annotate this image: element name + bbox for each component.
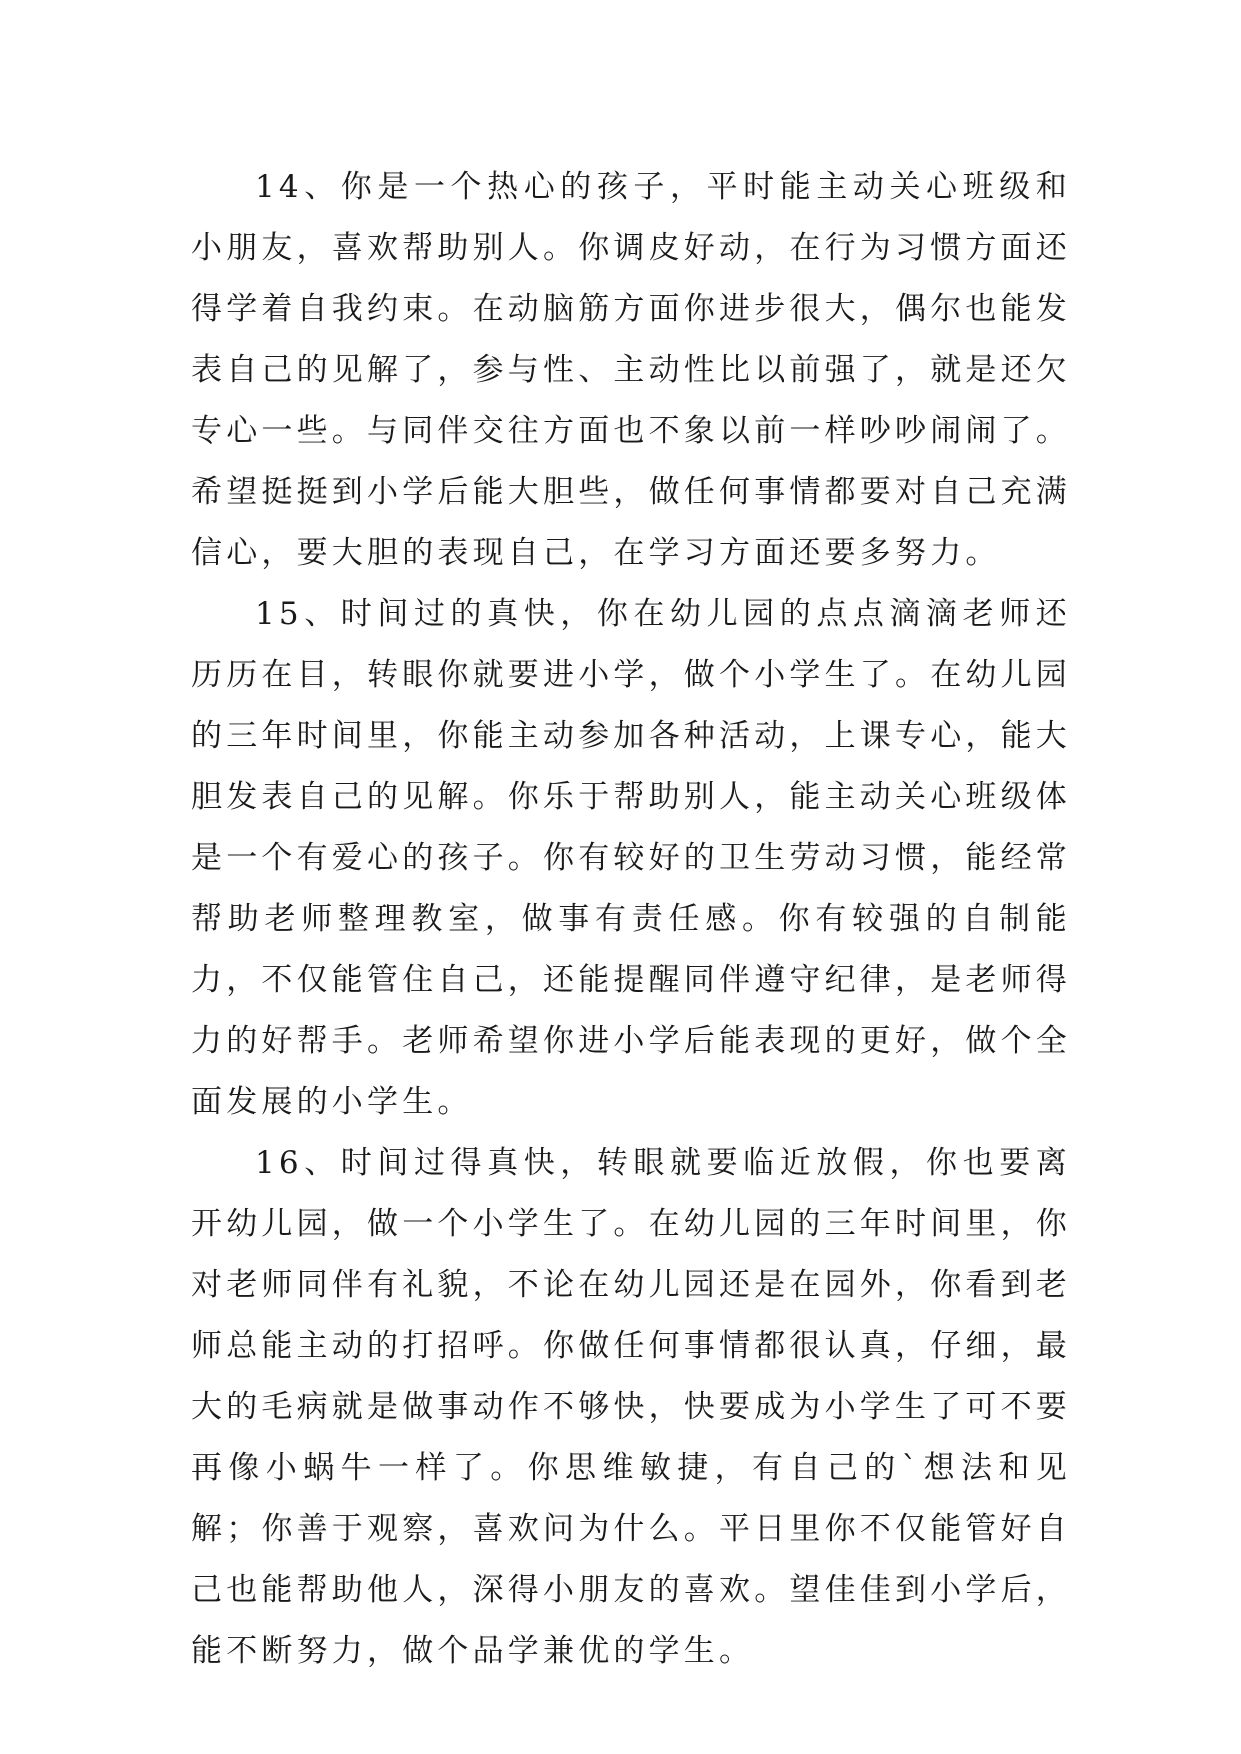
paragraph-16: 16、时间过得真快，转眼就要临近放假，你也要离开幼儿园，做一个小学生了。在幼儿园的三年时间里，你对老师同伴有礼貌，不论在幼儿园还是在园外，你看到老师总能主动的打招呼。你做任何事情都很认真，仔细，最大的毛病就是做事动作不够快，快要成为小学生了可不要再像小蜗牛一样了。你思维敏捷，有自己的`想法和见解；你善于观察，喜欢问为什么。平日里你不仅能管好自己也能帮助他人，深得小朋友的喜欢。望佳佳到小学后，能不断努力，做个品学兼优的学生。 <box>191 1145 1071 1669</box>
document-body <box>191 157 1071 1682</box>
paragraph-15: 15、时间过的真快，你在幼儿园的点点滴滴老师还历历在目，转眼你就要进小学，做个小学生了。在幼儿园的三年时间里，你能主动参加各种活动，上课专心，能大胆发表自己的见解。你乐于帮助别人，能主动关心班级体是一个有爱心的孩子。你有较好的卫生劳动习惯，能经常帮助老师整理教室，做事有责任感。你有较强的自制能力，不仅能管住自己，还能提醒同伴遵守纪律，是老师得力的好帮手。老师希望你进小学后能表现的更好，做个全面发展的小学生。 <box>191 596 1071 1120</box>
paragraph-14: 14、你是一个热心的孩子，平时能主动关心班级和小朋友，喜欢帮助别人。你调皮好动，在行为习惯方面还得学着自我约束。在动脑筋方面你进步很大，偶尔也能发表自己的见解了，参与性、主动性比以前强了，就是还欠专心一些。与同伴交往方面也不象以前一样吵吵闹闹了。希望挺挺到小学后能大胆些，做任何事情都要对自己充满信心，要大胆的表现自己，在学习方面还要多努力。 <box>191 169 1071 571</box>
